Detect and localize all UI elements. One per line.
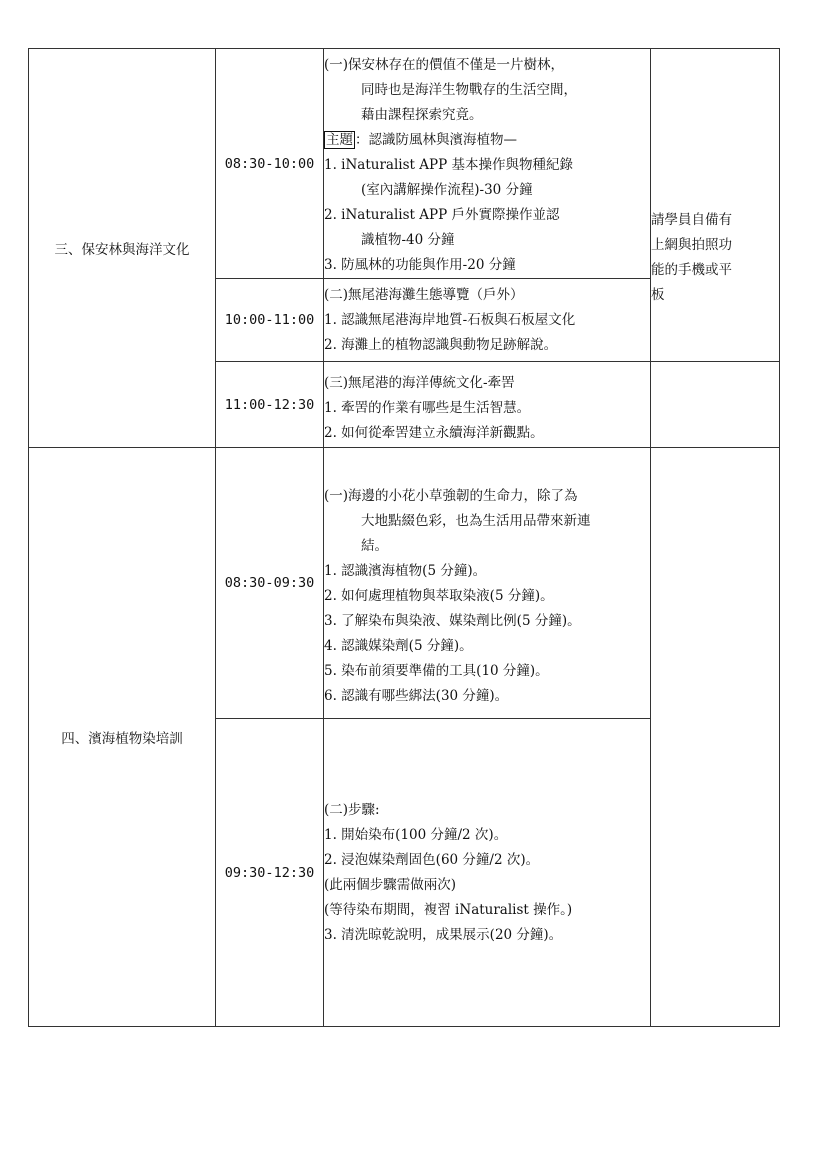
content-cell	[324, 279, 651, 362]
content-line: 2. 如何處理植物與萃取染液(5 分鐘)。	[324, 587, 554, 604]
content-line: 3. 防風林的功能與作用-20 分鐘	[324, 257, 516, 273]
content-line: (一)海邊的小花小草強韌的生命力，除了為	[324, 487, 578, 504]
content-line: (等待染布期間，複習 iNaturalist 操作。)	[324, 901, 573, 918]
time-label: 11:00-12:30	[224, 396, 315, 413]
content-line: 識植物-40 分鐘	[361, 232, 455, 248]
note-line: 板	[651, 287, 665, 303]
time-label: 10:00-11:00	[224, 312, 315, 328]
time-cell	[216, 448, 324, 719]
note-cell	[651, 49, 780, 362]
content-line: 2. 海灘上的植物認識與動物足跡解說。	[324, 336, 558, 353]
content-line: 5. 染布前須要準備的工具(10 分鐘)。	[324, 662, 549, 679]
note-line: 請學員自備有	[651, 212, 732, 228]
topic-label: 四、濱海植物染培訓	[61, 731, 183, 747]
schedule-table	[28, 48, 780, 1027]
content-line: 大地點綴色彩，也為生活用品帶來新連	[361, 512, 591, 529]
content-line: (二)步驟:	[324, 801, 380, 818]
note-cell-empty	[651, 362, 780, 448]
topic-cell	[29, 448, 216, 1027]
content-cell	[324, 49, 651, 279]
content-line: (此兩個步驟需做兩次)	[324, 876, 457, 893]
content-line: 2. 如何從牽罟建立永續海洋新觀點。	[324, 425, 544, 441]
theme-line	[324, 128, 650, 153]
content-line: 1. 認識濱海植物(5 分鐘)。	[324, 562, 487, 579]
content-line: 1. 認識無尾港海岸地質-石板與石板屋文化	[324, 311, 576, 328]
topic-label: 三、保安林與海洋文化	[54, 242, 190, 258]
table-row	[29, 49, 780, 279]
content-line: 4. 認識媒染劑(5 分鐘)。	[324, 637, 473, 654]
table-row	[29, 448, 780, 719]
time-label: 08:30-09:30	[224, 575, 315, 591]
content-line: 同時也是海洋生物戰存的生活空間，	[361, 82, 577, 98]
note-line: 上網與拍照功	[651, 237, 732, 253]
content-line: 藉由課程探索究竟。	[361, 107, 483, 123]
content-line: 2. 浸泡媒染劑固色(60 分鐘/2 次)。	[324, 851, 540, 868]
theme-box: 主題	[326, 132, 353, 148]
time-label: 09:30-12:30	[224, 864, 315, 881]
note-cell-empty	[651, 448, 780, 1027]
content-line: 2. iNaturalist APP 戶外實際操作並認	[324, 207, 560, 223]
topic-cell	[29, 49, 216, 448]
content-line: 3. 了解染布與染液、媒染劑比例(5 分鐘)。	[324, 612, 581, 629]
content-line: (二)無尾港海灘生態導覽（戶外）	[324, 286, 524, 303]
content-line: 3. 清洗晾乾說明，成果展示(20 分鐘)。	[324, 926, 563, 943]
content-line: (一)保安林存在的價值不僅是一片樹林，	[324, 57, 565, 73]
time-cell	[216, 719, 324, 1027]
content-cell	[324, 719, 651, 1027]
content-line: (三)無尾港的海洋傳統文化-牽罟	[324, 375, 515, 391]
content-line: 1. 開始染布(100 分鐘/2 次)。	[324, 826, 508, 843]
content-cell	[324, 448, 651, 719]
content-line: (室內講解操作流程)-30 分鐘	[361, 182, 533, 198]
content-cell	[324, 362, 651, 448]
time-cell	[216, 49, 324, 279]
content-line: 結。	[361, 537, 388, 554]
time-label: 08:30-10:00	[224, 155, 315, 172]
time-cell	[216, 362, 324, 448]
content-line: 1. 牽罟的作業有哪些是生活智慧。	[324, 400, 531, 416]
content-line: 1. iNaturalist APP 基本操作與物種紀錄	[324, 157, 573, 173]
theme-text: ：認識防風林與濱海植物—	[355, 132, 517, 148]
content-line: 6. 認識有哪些綁法(30 分鐘)。	[324, 687, 509, 704]
note-line: 能的手機或平	[651, 262, 732, 278]
time-cell	[216, 279, 324, 362]
